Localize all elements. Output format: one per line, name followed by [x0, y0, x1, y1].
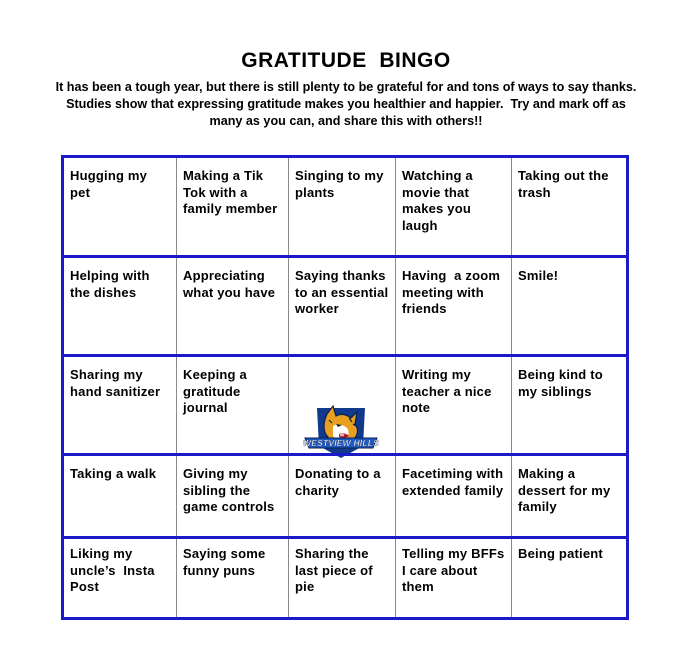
bingo-cell[interactable]: Sharing the last piece of pie	[288, 539, 395, 617]
bingo-cell[interactable]: Giving my sibling the game controls	[176, 456, 288, 536]
bingo-cell[interactable]: Taking out the trash	[511, 158, 626, 255]
bingo-cell[interactable]: Donating to a charity	[288, 456, 395, 536]
bingo-cell[interactable]: Liking my uncle’s Insta Post	[70, 546, 159, 594]
bingo-cell[interactable]: Facetiming with extended family	[395, 456, 511, 536]
board-row	[64, 158, 626, 255]
bingo-cell[interactable]: Singing to my plants	[288, 158, 395, 255]
bingo-cell[interactable]: Sharing my hand sanitizer	[70, 367, 161, 399]
bingo-cell[interactable]: Smile!	[511, 258, 626, 354]
bingo-cell[interactable]: Making a dessert for my family	[511, 456, 626, 536]
board-row	[64, 453, 626, 536]
bingo-cell[interactable]: Helping with the dishes	[70, 268, 154, 300]
intro-paragraph: It has been a tough year, but there is still plenty to be grateful for and tons of ways to say thanks. Studies show that expressing gratitude makes you healthier and happier. Try and mark off as many as you can, and share this with others!!	[55, 80, 644, 128]
page-title: GRATITUDE BINGO	[241, 49, 451, 72]
bingo-cell[interactable]: Telling my BFFs I care about them	[395, 539, 511, 617]
bingo-cell[interactable]: Hugging my pet	[70, 168, 151, 200]
bingo-cell[interactable]: Being kind to my siblings	[511, 357, 626, 453]
logo-text: WESTVIEW HILLS	[303, 438, 379, 448]
bingo-cell[interactable]: Making a Tik Tok with a family member	[176, 158, 288, 255]
bingo-cell[interactable]: Saying some funny puns	[176, 539, 288, 617]
bingo-cell[interactable]: Saying thanks to an essential worker	[288, 258, 395, 354]
bingo-cell[interactable]: Having a zoom meeting with friends	[395, 258, 511, 354]
bingo-cell[interactable]: Being patient	[511, 539, 626, 617]
westview-hills-logo	[303, 369, 379, 448]
bingo-cell[interactable]: Writing my teacher a nice note	[395, 357, 511, 453]
free-space-cell[interactable]	[288, 357, 395, 453]
bingo-cell[interactable]: Appreciating what you have	[176, 258, 288, 354]
board-row	[64, 255, 626, 354]
bingo-cell[interactable]: Watching a movie that makes you laugh	[395, 158, 511, 255]
board-row	[64, 536, 626, 617]
bingo-cell[interactable]: Keeping a gratitude journal	[176, 357, 288, 453]
board-row	[64, 354, 626, 453]
bingo-cell[interactable]: Taking a walk	[70, 466, 157, 481]
bingo-board	[61, 155, 629, 620]
